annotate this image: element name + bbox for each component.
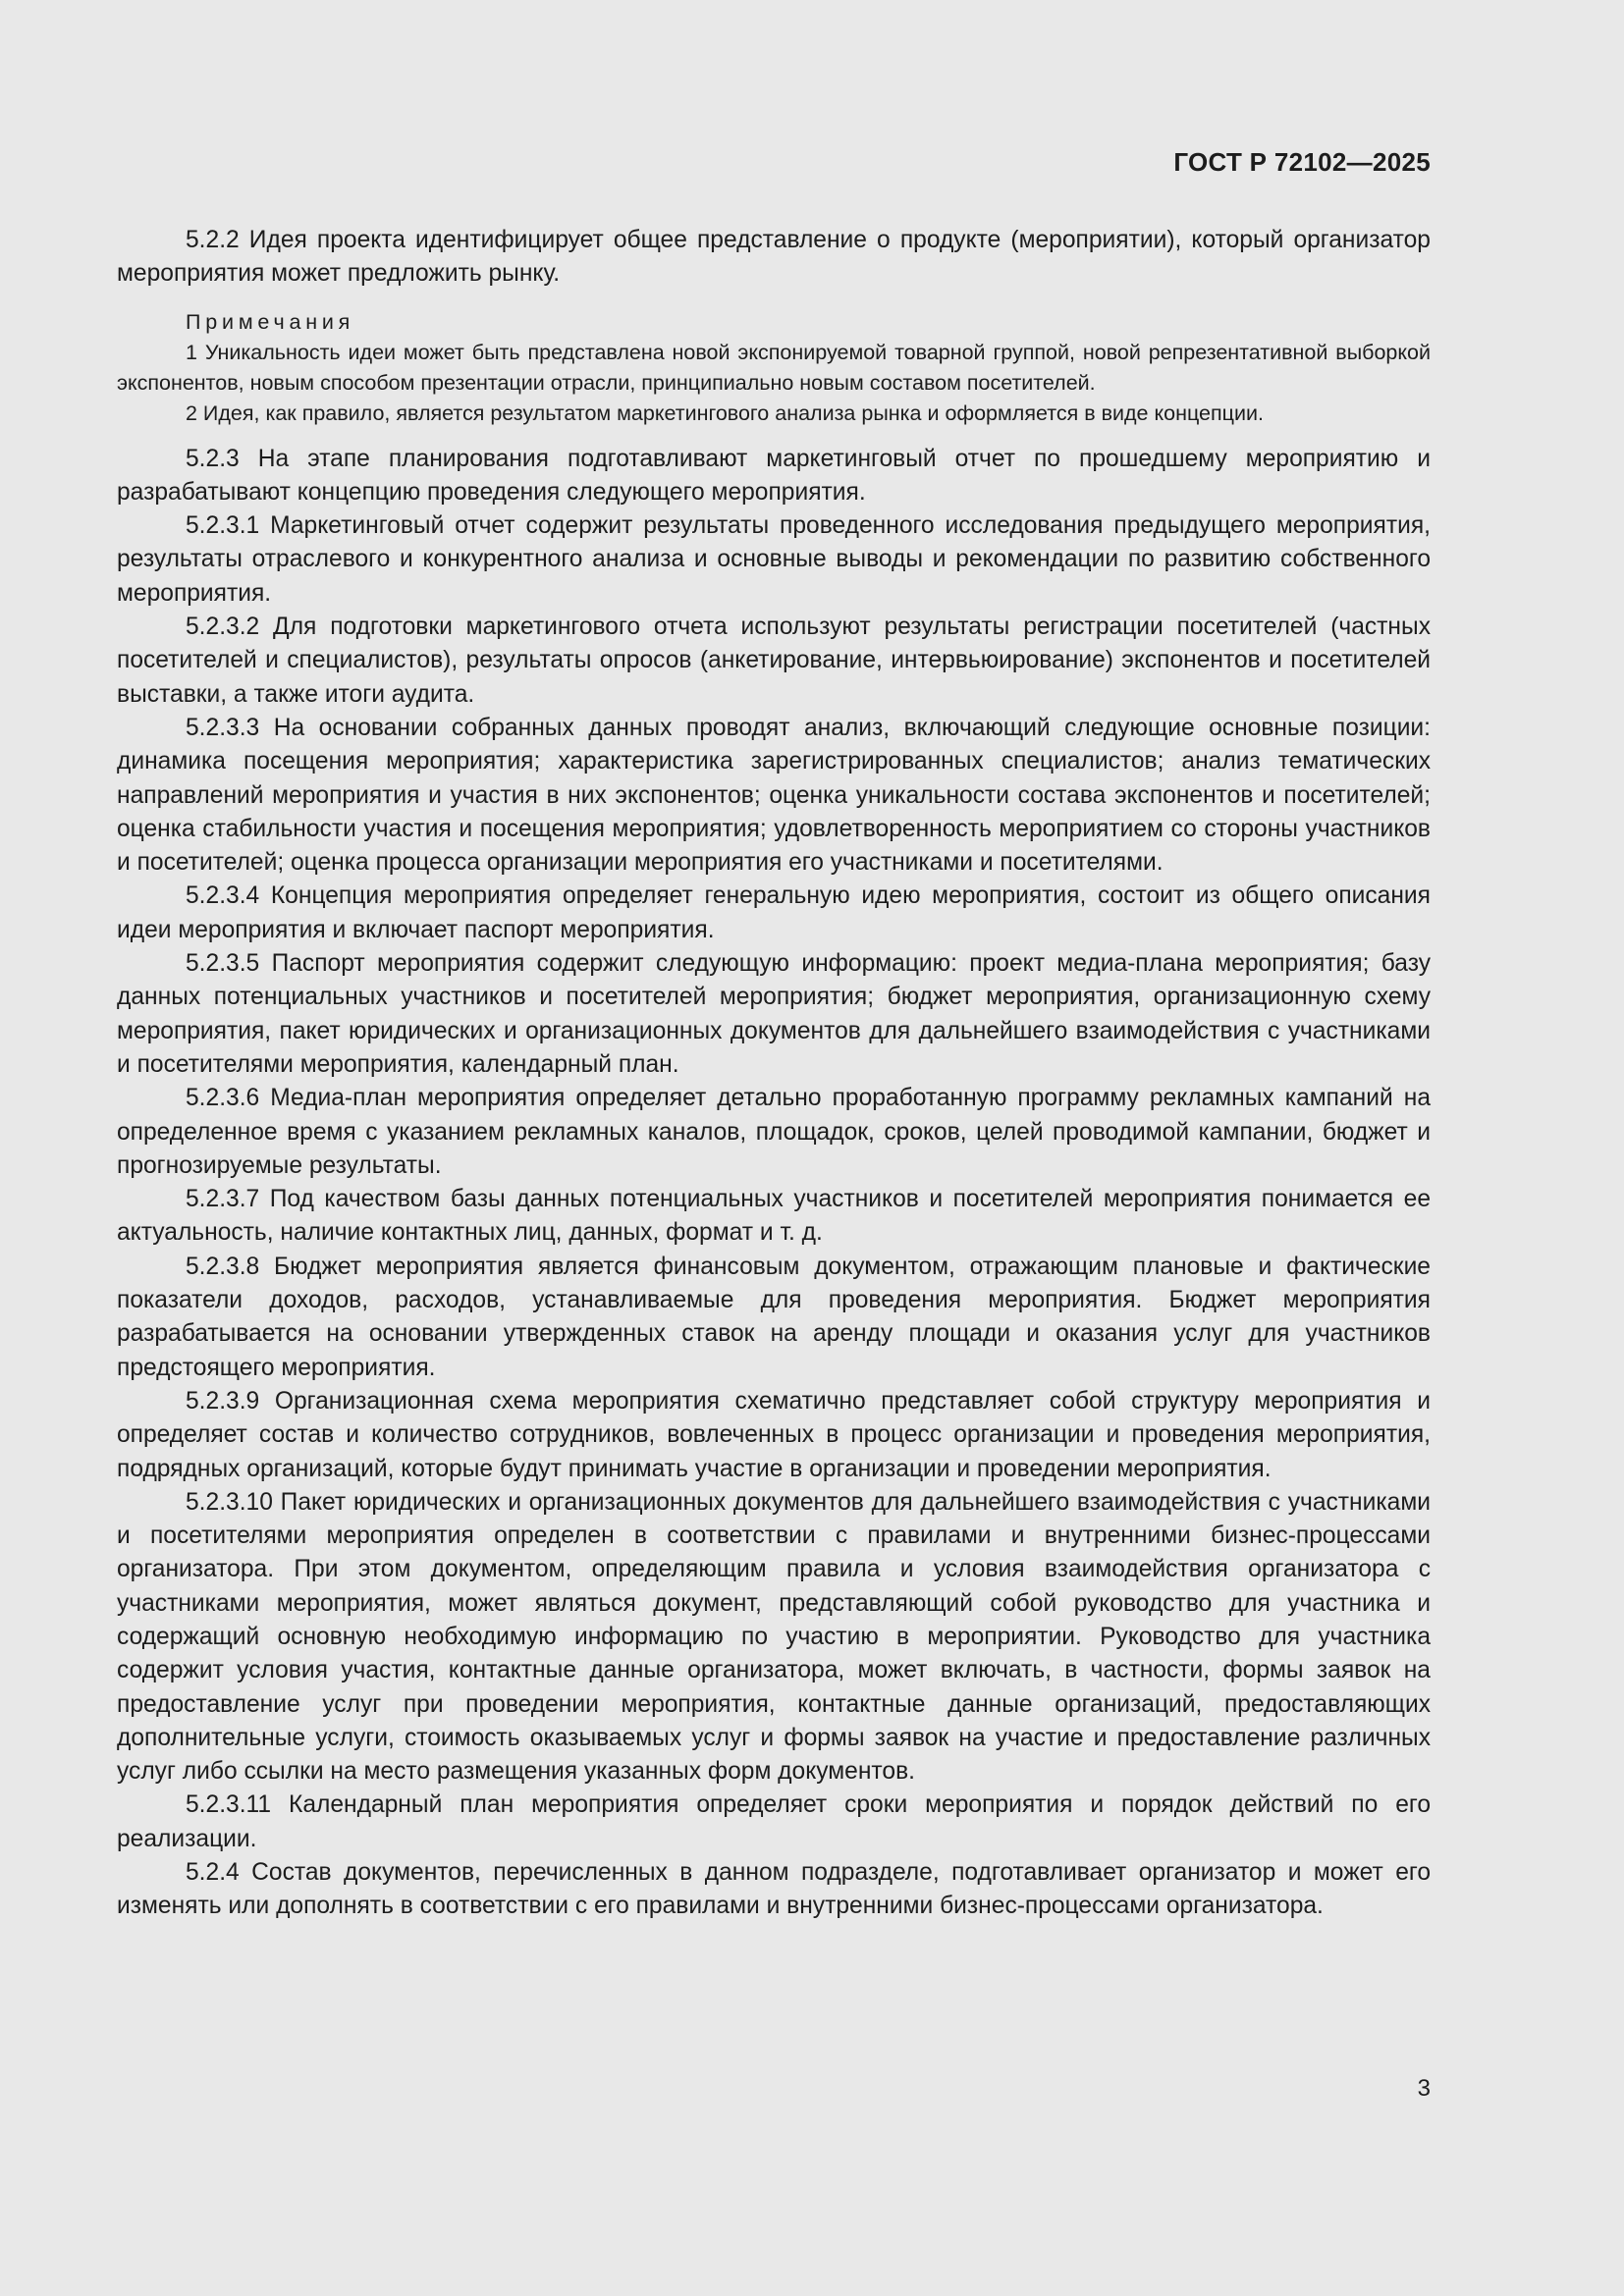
paragraph-5-2-4: 5.2.4 Состав документов, перечисленных в данном подразделе, подготавливает организатор и может его изменять или дополнять в соответствии с его правилами и внутренними бизнес-процессами организатора.	[117, 1859, 1431, 1920]
paragraph-5-2-3-1: 5.2.3.1 Маркетинговый отчет содержит результаты проведенного исследования предыдущего мероприятия, результаты отраслевого и конкурентного анализа и основные выводы и рекомендации по развитию собственного мероприятия.	[117, 512, 1431, 607]
notes-block	[117, 307, 1431, 429]
paragraph-5-2-3-3: 5.2.3.3 На основании собранных данных проводят анализ, включающий следующие основные позиции: динамика посещения мероприятия; характеристика зарегистрированных специалистов; анализ тематических направлений мероприятия и участия в них экспонентов; оценка уникальности состава экспонентов и посетителей; оценка стабильности участия и посещения мероприятия; удовлетворенность мероприятием со стороны участников и посетителей; оценка процесса организации мероприятия его участниками и посетителями.	[117, 714, 1431, 877]
paragraph-5-2-2: 5.2.2 Идея проекта идентифицирует общее представление о продукте (мероприятии), который организатор мероприятия может предложить рынку.	[117, 227, 1431, 288]
note-item: 1 Уникальность идеи может быть представлена новой экспонируемой товарной группой, новой репрезентативной выборкой экспонентов, новым способом презентации отрасли, принципиально новым составом посетителей.	[117, 340, 1431, 395]
standard-code-header: ГОСТ Р 72102—2025	[1173, 147, 1431, 177]
note-item: 2 Идея, как правило, является результатом маркетингового анализа рынка и оформляется в виде концепции.	[186, 400, 1264, 425]
paragraph-5-2-3-8: 5.2.3.8 Бюджет мероприятия является финансовым документом, отражающим плановые и фактические показатели доходов, расходов, устанавливаемые для проведения мероприятия. Бюджет мероприятия разрабатывается на основании утвержденных ставок на аренду площади и оказания услуг для участников предстоящего мероприятия.	[117, 1253, 1431, 1381]
document-body	[117, 224, 1431, 1924]
page-number: 3	[1417, 2075, 1431, 2102]
paragraph-5-2-3-7: 5.2.3.7 Под качеством базы данных потенциальных участников и посетителей мероприятия понимается ее актуальность, наличие контактных лиц, данных, формат и т. д.	[117, 1186, 1431, 1247]
paragraph-5-2-3-10: 5.2.3.10 Пакет юридических и организационных документов для дальнейшего взаимодействия с участниками и посетителями мероприятия определен в соответствии с правилами и внутренними бизнес-процессами организатора. При этом документом, определяющим правила и условия взаимодействия организатора с участниками мероприятия, может являться документ, представляющий собой руководство для участника и содержащий основную необходимую информацию по участию в мероприятии. Руководство для участника содержит условия участия, контактные данные организатора, может включать, в частности, формы заявок на предоставление услуг при проведении мероприятия, контактные данные организаций, предоставляющих дополнительные услуги, стоимость оказываемых услуг и формы заявок на участие и предоставление различных услуг либо ссылки на место размещения указанных форм документов.	[117, 1488, 1431, 1786]
paragraph-5-2-3-5: 5.2.3.5 Паспорт мероприятия содержит следующую информацию: проект медиа-плана мероприятия; базу данных потенциальных участников и посетителей мероприятия; бюджет мероприятия, организационную схему мероприятия, пакет юридических и организационных документов для дальнейшего взаимодействия с участниками и посетителями мероприятия, календарный план.	[117, 950, 1431, 1078]
paragraph-5-2-3: 5.2.3 На этапе планирования подготавливают маркетинговый отчет по прошедшему мероприятию и разрабатывают концепцию проведения следующего мероприятия.	[117, 445, 1431, 506]
paragraph-5-2-3-11: 5.2.3.11 Календарный план мероприятия определяет сроки мероприятия и порядок действий по его реализации.	[117, 1791, 1431, 1852]
paragraph-5-2-3-4: 5.2.3.4 Концепция мероприятия определяет генеральную идею мероприятия, состоит из общего описания идеи мероприятия и включает паспорт мероприятия.	[117, 882, 1431, 943]
paragraph-5-2-3-9: 5.2.3.9 Организационная схема мероприятия схематично представляет собой структуру мероприятия и определяет состав и количество сотрудников, вовлеченных в процесс организации и проведения мероприятия, подрядных организаций, которые будут принимать участие в организации и проведении мероприятия.	[117, 1387, 1431, 1482]
notes-title: Примечания	[186, 309, 355, 334]
paragraph-5-2-3-6: 5.2.3.6 Медиа-план мероприятия определяет детально проработанную программу рекламных кампаний на определенное время с указанием рекламных каналов, площадок, сроков, целей проводимой кампании, бюджет и прогнозируемые результаты.	[117, 1085, 1431, 1179]
paragraph-5-2-3-2: 5.2.3.2 Для подготовки маркетингового отчета используют результаты регистрации посетителей (частных посетителей и специалистов), результаты опросов (анкетирование, интервьюирование) экспонентов и посетителей выставки, а также итоги аудита.	[117, 614, 1431, 708]
